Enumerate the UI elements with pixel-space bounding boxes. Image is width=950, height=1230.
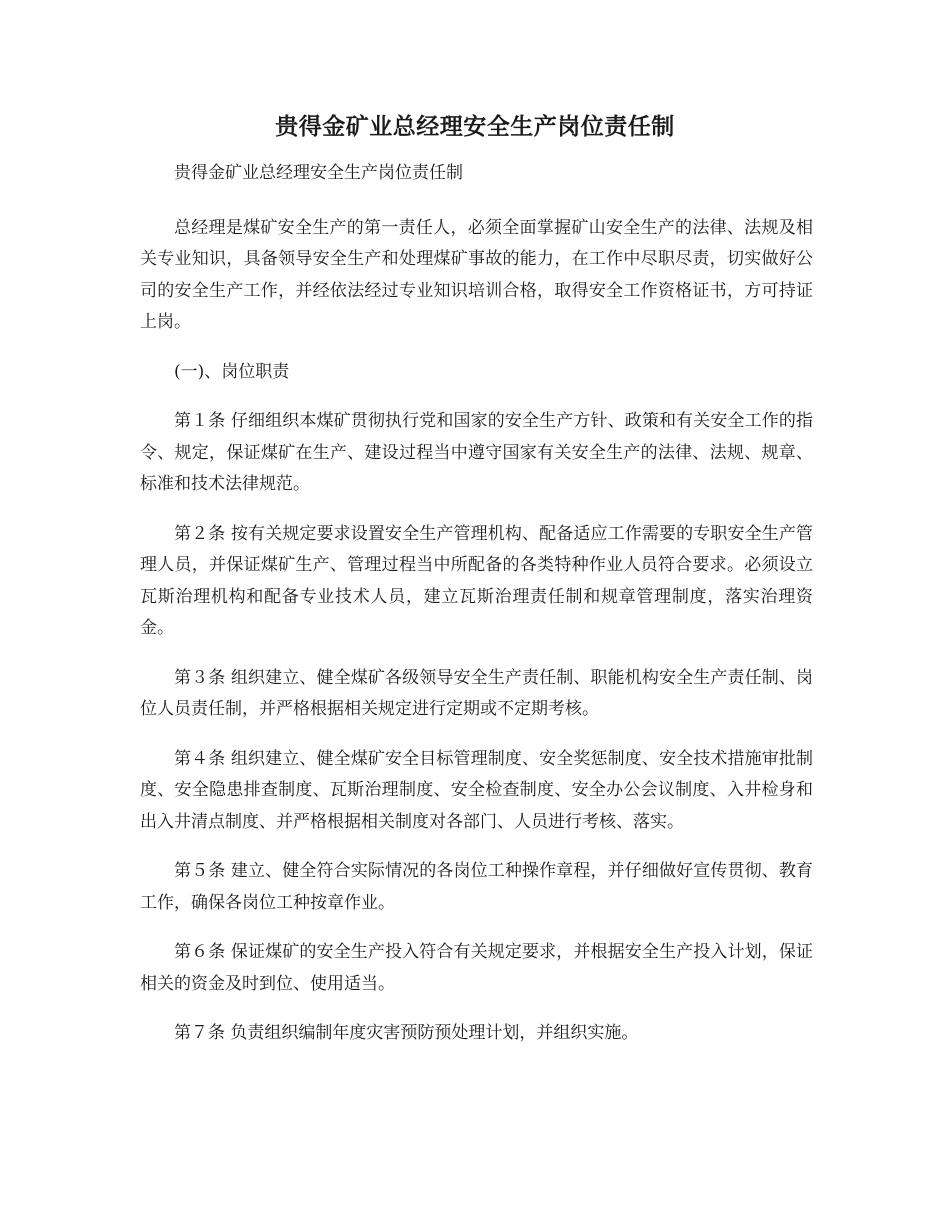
section-heading: (一)、岗位职责 (174, 361, 290, 382)
article-2: 第２条 按有关规定要求设置安全生产管理机构、配备适应工作需要的专职安全生产管理人员，并保证煤矿生产、管理过程当中所配备的各类特种作业人员符合要求。必须设立瓦斯治理机构和配备专业技术人员，建立瓦斯治理责任制和规章管理制度，落实治理资金。 (140, 523, 813, 638)
article-5: 第５条 建立、健全符合实际情况的各岗位工种操作章程，并仔细做好宣传贯彻、教育工作，确保各岗位工种按章作业。 (140, 861, 813, 913)
article-3: 第３条 组织建立、健全煤矿各级领导安全生产责任制、职能机构安全生产责任制、岗位人员责任制，并严格根据相关规定进行定期或不定期考核。 (140, 667, 813, 719)
document-title: 贵得金矿业总经理安全生产岗位责任制 (275, 113, 675, 140)
article-6: 第６条 保证煤矿的安全生产投入符合有关规定要求，并根据安全生产投入计划，保证相关的资金及时到位、使用适当。 (140, 942, 813, 994)
document-body (140, 158, 813, 1068)
article-1: 第１条 仔细组织本煤矿贯彻执行党和国家的安全生产方针、政策和有关安全工作的指令、规定，保证煤矿在生产、建设过程当中遵守国家有关安全生产的法律、法规、规章、标准和技术法律规范。 (140, 411, 813, 494)
article-7: 第７条 负责组织编制年度灾害预防预处理计划，并组织实施。 (174, 1023, 639, 1043)
intro-paragraph: 总经理是煤矿安全生产的第一责任人，必须全面掌握矿山安全生产的法律、法规及相关专业知识，具备领导安全生产和处理煤矿事故的能力，在工作中尽职尽责，切实做好公司的安全生产工作，并经依法经过专业知识培训合格，取得安全工作资格证书，方可持证上岗。 (140, 217, 813, 332)
article-4: 第４条 组织建立、健全煤矿安全目标管理制度、安全奖惩制度、安全技术措施审批制度、安全隐患排查制度、瓦斯治理制度、安全检查制度、安全办公会议制度、入井检身和出入井清点制度、并严格根据相关制度对各部门、人员进行考核、落实。 (140, 748, 813, 832)
document-subtitle: 贵得金矿业总经理安全生产岗位责任制 (174, 163, 463, 183)
